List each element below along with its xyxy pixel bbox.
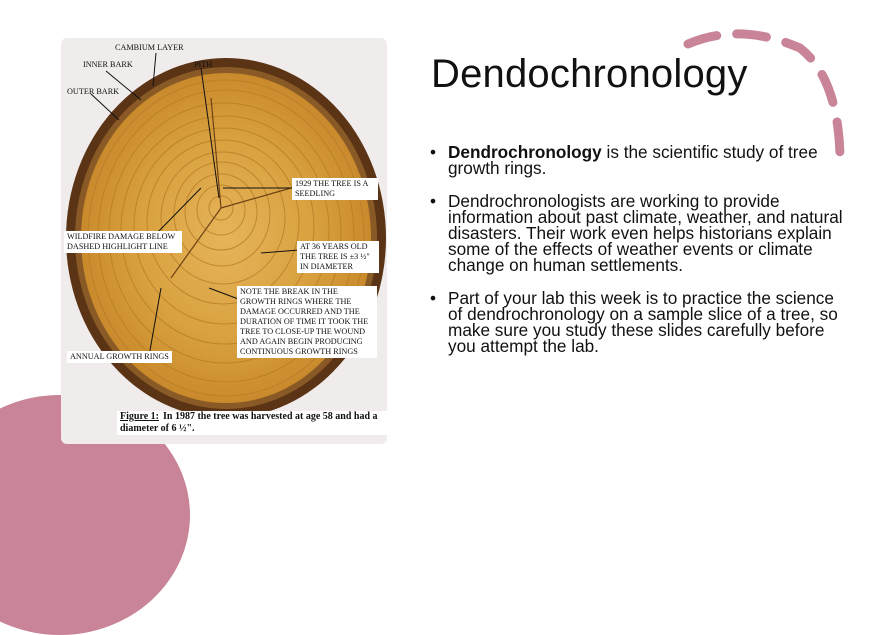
cambium-layer-label: CAMBIUM LAYER [115, 43, 184, 52]
outer-bark-label: OUTER BARK [67, 87, 120, 96]
bullet-dot: • [430, 191, 437, 211]
bullet-item [430, 144, 850, 176]
wildfire-label: WILDFIRE DAMAGE BELOW DASHED HIGHLIGHT LINE [64, 231, 182, 253]
slide-title: Dendochronology [431, 52, 748, 96]
bullet-text: Dendrochronologists are working to provide information about past climate, weather, and natural disasters. Their work even helps historians explain some of the effects of weather events or climate change on human settlements. [448, 191, 843, 275]
bullet-dot: • [430, 288, 437, 308]
figure-caption [117, 411, 387, 435]
bullet-list [430, 144, 850, 371]
bullet-text: Part of your lab this week is to practice the science of dendrochronology on a sample slice of a tree, so make sure you study these slides carefully before you attempt the lab. [448, 288, 838, 356]
age36-label: AT 36 YEARS OLD THE TREE IS ±3 ½" IN DIAMETER [297, 241, 379, 273]
bullet-text: is the scientific study of tree growth rings. [448, 142, 818, 178]
bullet-item [430, 193, 850, 273]
seedling-label: 1929 THE TREE IS A SEEDLING [292, 178, 378, 200]
bullet-dot: • [430, 142, 437, 162]
annual-rings-label: ANNUAL GROWTH RINGS [67, 351, 172, 363]
pith-label: PITH [194, 60, 213, 69]
inner-bark-label: INNER BARK [83, 60, 133, 69]
bullet-item [430, 290, 850, 354]
figure-caption-text: In 1987 the tree was harvested at age 58 and had a diameter of 6 ½". [120, 411, 378, 434]
figure-caption-label: Figure 1: [120, 411, 159, 422]
tree-ring-figure [61, 38, 387, 444]
break-note-label: NOTE THE BREAK IN THE GROWTH RINGS WHERE THE DAMAGE OCCURRED AND THE DURATION OF TIME IT TOOK THE TREE TO CLOSE-UP THE WOUND AND AGAIN BEGIN PRODUCING CONTINUOUS GROWTH RINGS [237, 286, 377, 358]
bullet-bold-term: Dendrochronology [448, 142, 602, 162]
